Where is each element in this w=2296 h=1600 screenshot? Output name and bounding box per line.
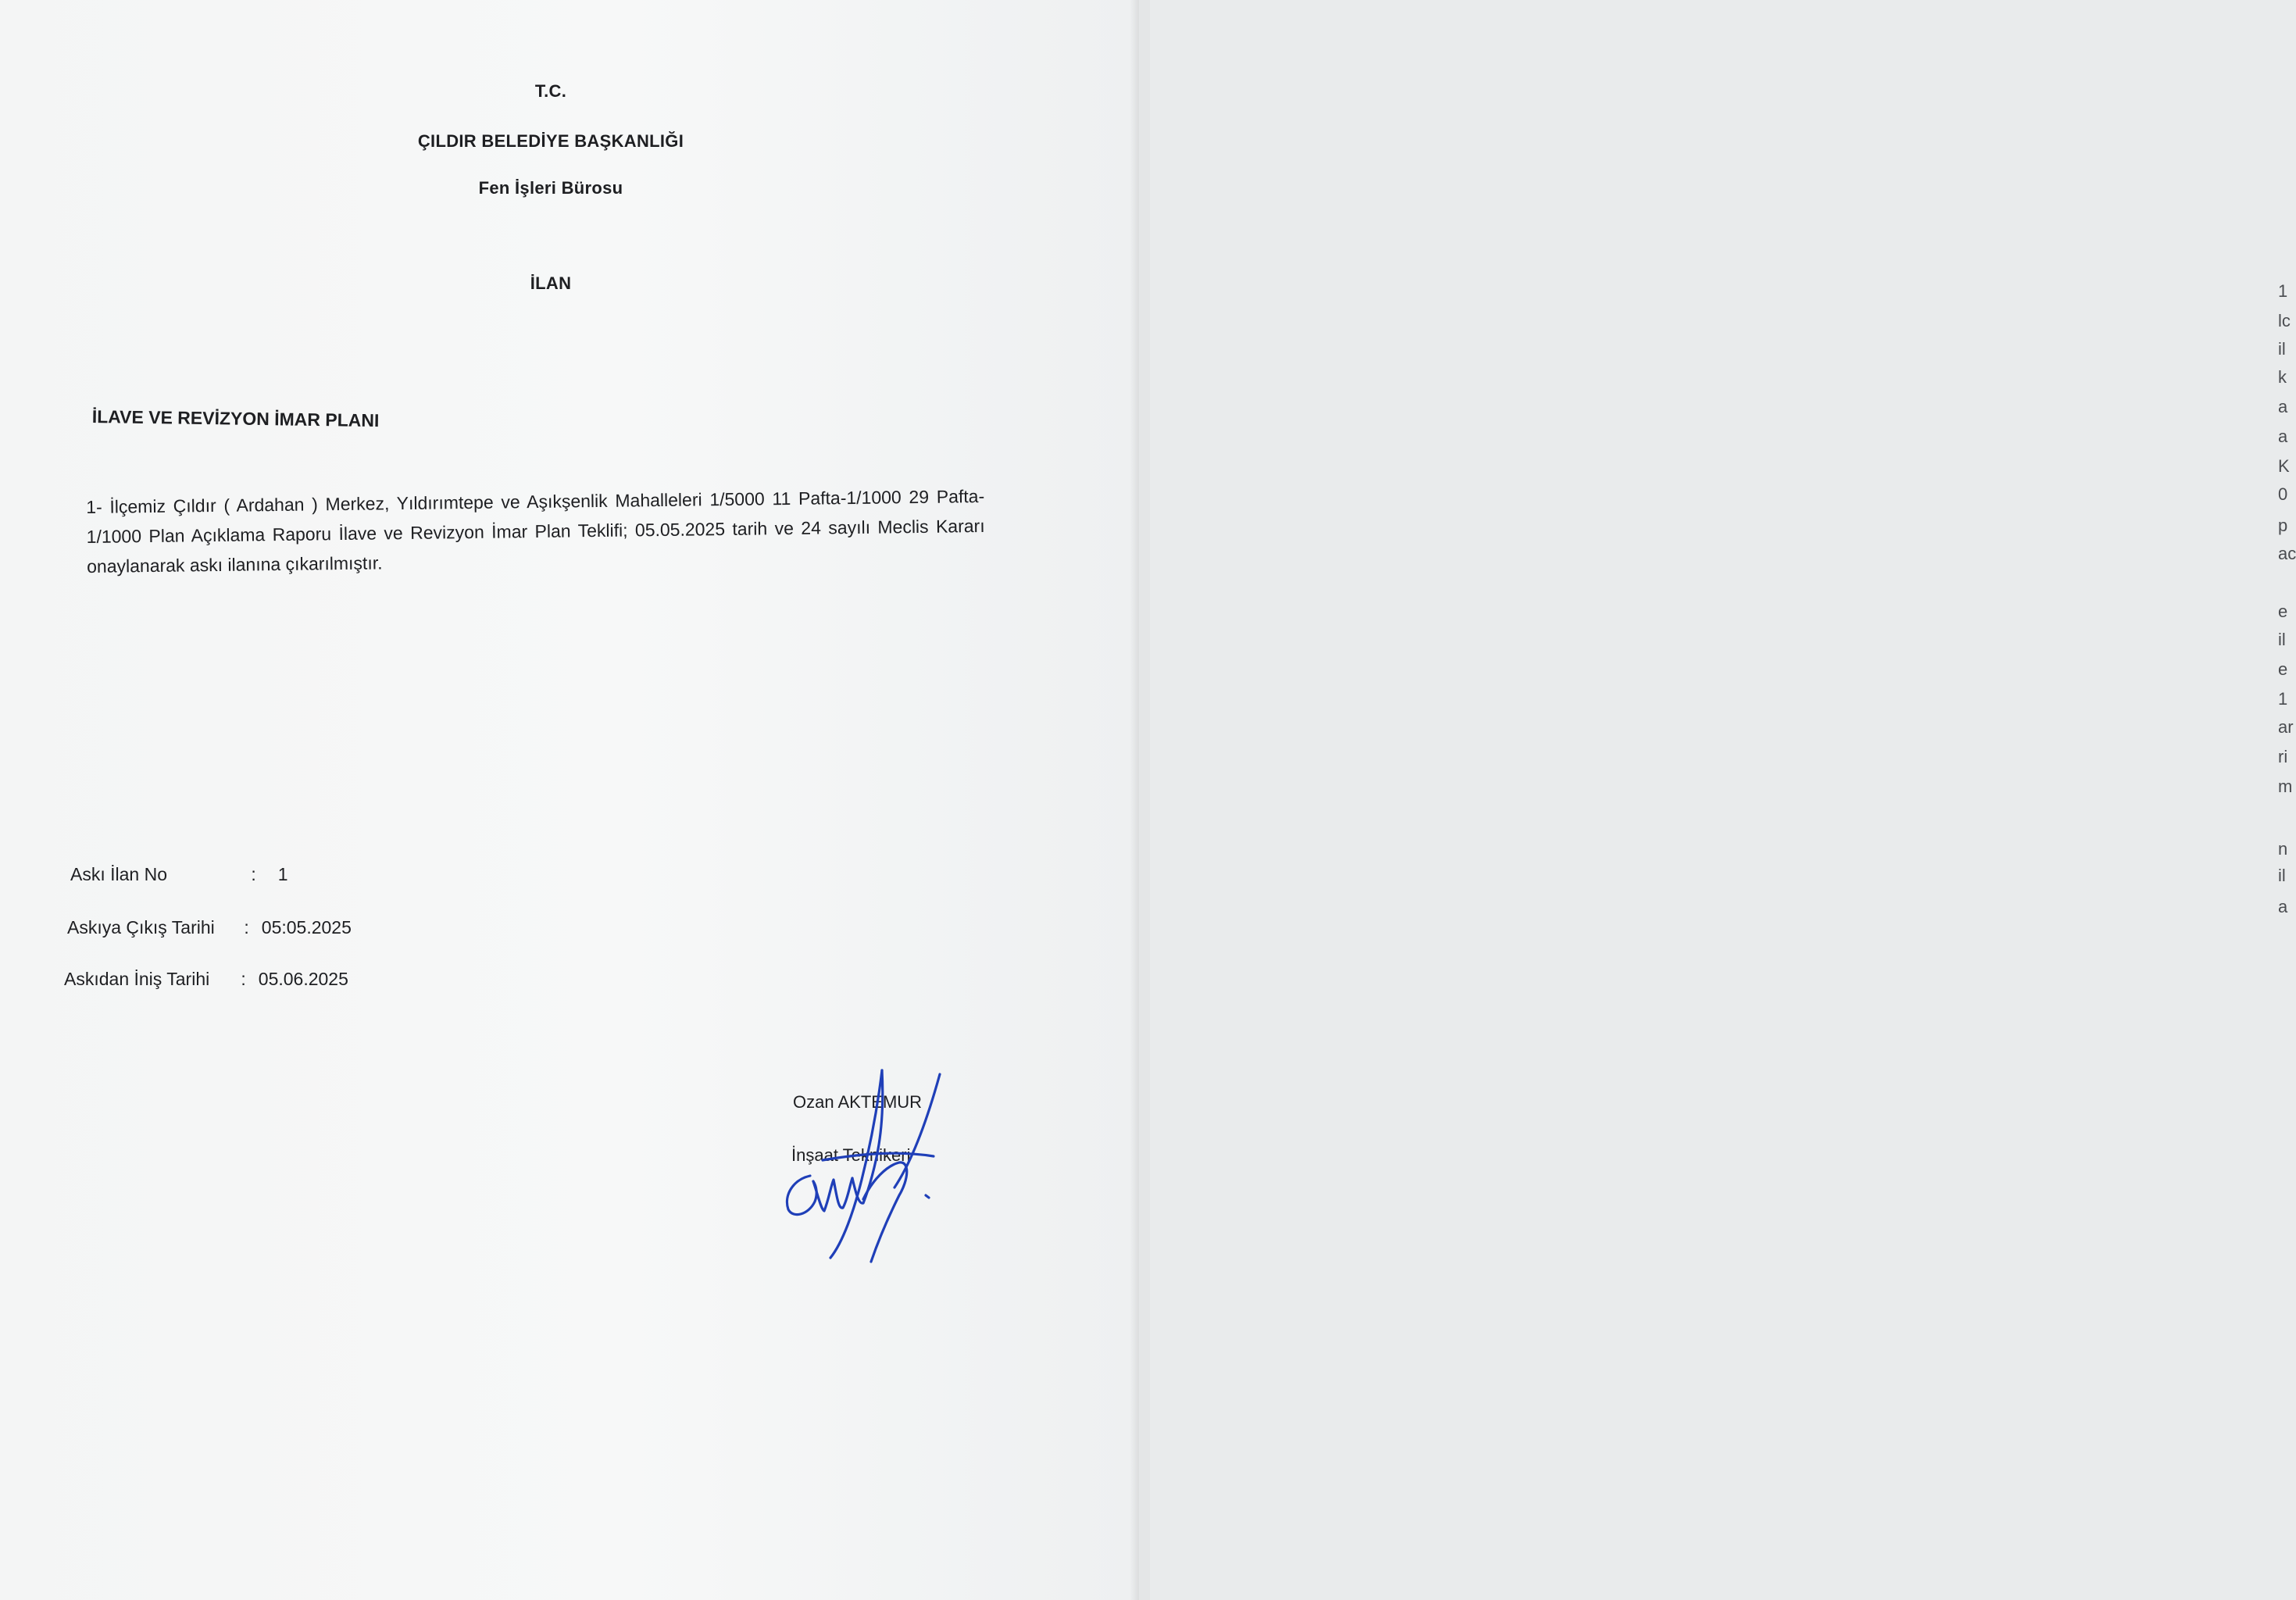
bleed-fragment: lc: [2278, 311, 2291, 330]
bleed-fragment: K: [2278, 456, 2290, 476]
header-tc: T.C.: [534, 81, 567, 101]
bleed-fragment: n: [2278, 839, 2288, 859]
bleed-fragment: e: [2278, 659, 2288, 679]
start-date-value: 05:05.2025: [261, 917, 352, 938]
page-edge-shadow: [1130, 0, 1139, 1600]
bleed-fragment: p: [2278, 516, 2288, 535]
bleed-fragment: a: [2278, 427, 2288, 446]
header-municipality: ÇILDIR BELEDİYE BAŞKANLIĞI: [417, 131, 684, 151]
bleed-fragment: il: [2278, 630, 2286, 649]
bleed-fragment: m: [2278, 777, 2293, 796]
bleed-fragment: 1: [2278, 689, 2288, 709]
signature-dot: [926, 1195, 929, 1198]
bleed-fragment: il: [2278, 866, 2286, 885]
signatory-name: Ozan AKTEMUR: [793, 1092, 923, 1112]
signature-stroke: [852, 1070, 883, 1203]
end-date-separator: :: [241, 969, 246, 989]
start-date-row: [67, 917, 352, 938]
notice-number-value: 1: [277, 864, 288, 884]
notice-title: İLAN: [530, 273, 572, 293]
end-date-row: [64, 969, 348, 990]
notice-number-label: Askı İlan No: [70, 864, 167, 884]
end-date-value: 05.06.2025: [258, 969, 348, 989]
end-date-label: Askıdan İniş Tarihi: [64, 969, 210, 989]
bleed-fragment: e: [2278, 602, 2288, 621]
header-office: Fen İşleri Bürosu: [478, 178, 623, 198]
underlying-page-edge: [1139, 0, 2296, 1600]
signature-stroke: [813, 1178, 852, 1211]
bleed-fragment: k: [2278, 367, 2287, 387]
notice-number-row: [70, 864, 288, 885]
signatory-title: İnşaat Teknikeri: [791, 1145, 911, 1165]
section-heading: İLAVE VE REVİZYON İMAR PLANI: [91, 406, 380, 431]
bleed-fragment: 1: [2278, 281, 2288, 301]
bleed-fragment: ac: [2278, 544, 2296, 563]
bleed-fragment: 0: [2278, 484, 2288, 504]
notice-number-separator: :: [251, 864, 256, 884]
handwritten-signature: [777, 1062, 957, 1266]
bleed-fragment: a: [2278, 897, 2288, 916]
bleed-fragment: a: [2278, 397, 2288, 416]
signature-stroke: [894, 1074, 940, 1188]
bleed-fragment: il: [2278, 339, 2286, 359]
bleed-fragment: ar: [2278, 717, 2294, 737]
bleed-fragment: ri: [2278, 747, 2288, 766]
notice-paragraph: 1- İlçemiz Çıldır ( Ardahan ) Merkez, Yıldırımtepe ve Aşıkşenlik Mahalleleri 1/5000 11 Pafta-1/1000 29 Pafta-1/1000 Plan Açıklama Raporu İlave ve Revizyon İmar Plan Teklifi; 05.05.2025 tarih ve 24 sayılı Meclis Kararı onaylanarak askı ilanına çıkarılmıştır.: [86, 485, 985, 577]
signature-stroke: [823, 1153, 934, 1160]
document-page: [0, 0, 1139, 1600]
start-date-separator: :: [244, 917, 249, 938]
start-date-label: Askıya Çıkış Tarihi: [67, 917, 215, 938]
